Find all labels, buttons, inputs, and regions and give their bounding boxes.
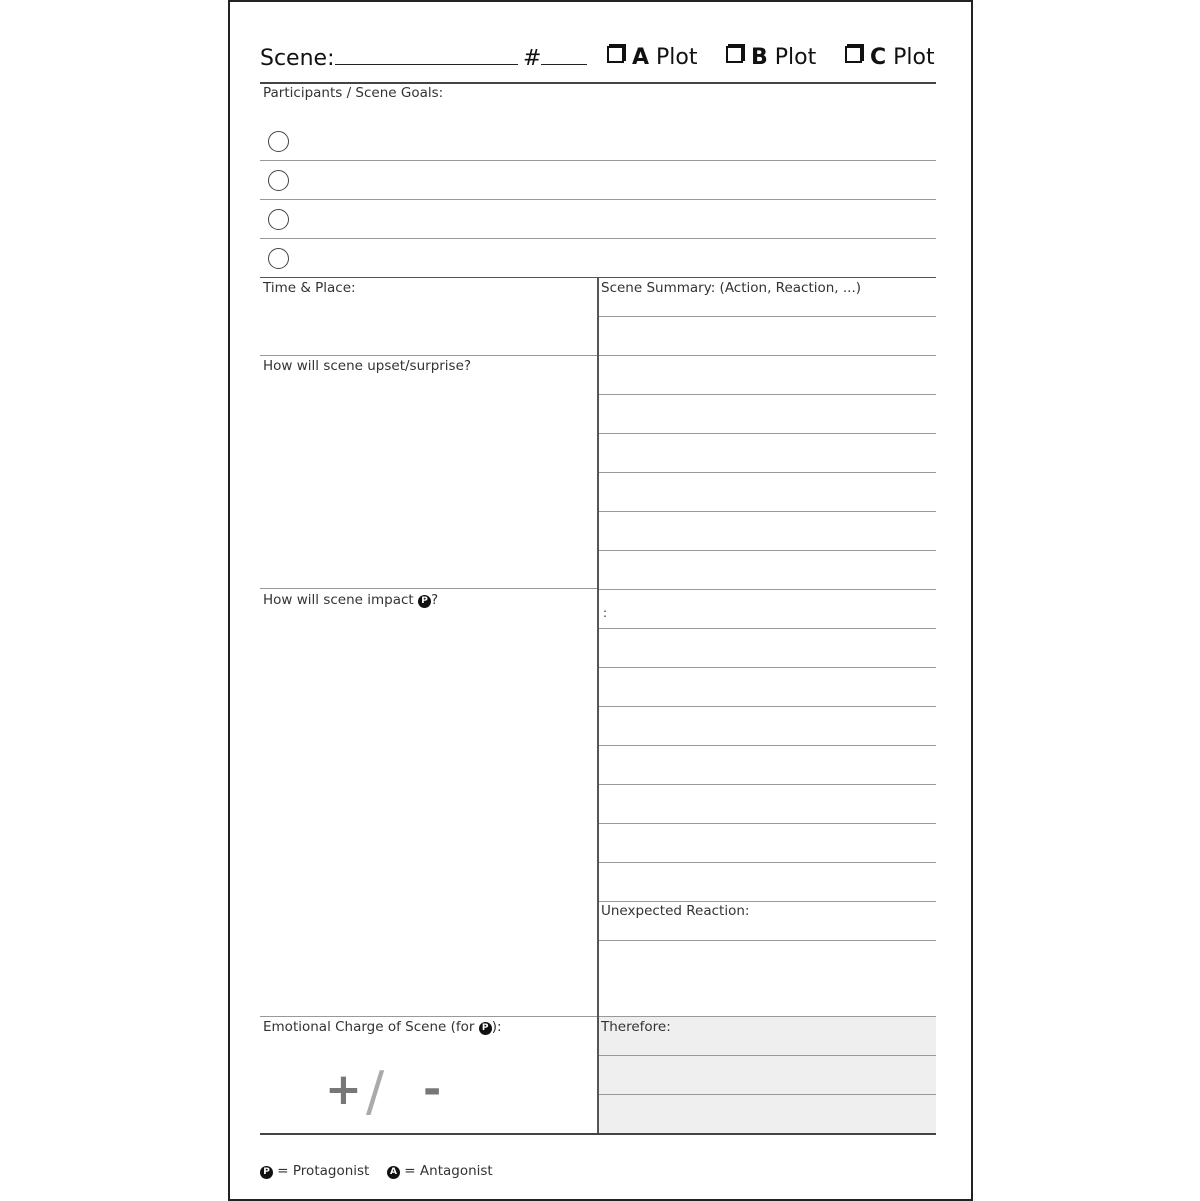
scene-number-field[interactable] [523, 44, 587, 73]
form-bottom-divider [260, 1133, 936, 1135]
upset-surprise-label: How will scene upset/surprise? [263, 358, 472, 374]
plot-word: Plot [656, 45, 698, 70]
participant-line[interactable] [260, 160, 936, 161]
therefore-label: Therefore: [601, 1019, 671, 1035]
summary-line[interactable] [599, 433, 936, 434]
summary-line[interactable] [599, 940, 936, 941]
plot-word: Plot [774, 45, 817, 70]
impact-suffix: ? [431, 592, 439, 608]
summary-line[interactable] [599, 589, 936, 590]
scene-label: Scene: [260, 46, 335, 71]
emotional-suffix: ): [491, 1019, 502, 1035]
header-divider [260, 82, 936, 84]
left-divider [260, 1016, 597, 1017]
emotional-text: Emotional Charge of Scene (for [263, 1019, 479, 1035]
summary-line[interactable] [599, 316, 936, 317]
unexpected-reaction-label: Unexpected Reaction: [601, 903, 750, 919]
b-plot-checkbox[interactable] [726, 44, 816, 72]
colon-mark: : [603, 606, 608, 620]
summary-line[interactable] [599, 472, 936, 473]
checkbox-icon[interactable] [726, 46, 743, 63]
scene-number-blank[interactable] [541, 44, 587, 65]
plot-letter: C [870, 45, 887, 70]
charge-divider-slash: / [366, 1060, 385, 1123]
goal-circle-icon[interactable] [268, 131, 289, 152]
checkbox-icon[interactable] [607, 46, 624, 63]
scene-summary-label: Scene Summary: (Action, Reaction, ...) [601, 280, 862, 296]
checkbox-icon[interactable] [845, 46, 862, 63]
scene-title-field[interactable] [260, 44, 518, 73]
summary-line[interactable] [599, 355, 936, 356]
therefore-line[interactable] [599, 1094, 936, 1095]
summary-line[interactable] [599, 784, 936, 785]
summary-line[interactable] [599, 706, 936, 707]
protagonist-badge-icon: P [260, 1166, 273, 1179]
summary-line[interactable] [599, 628, 936, 629]
therefore-line[interactable] [599, 1055, 936, 1056]
antagonist-legend [387, 1163, 493, 1179]
goal-circle-icon[interactable] [268, 209, 289, 230]
legend-text: = Antagonist [404, 1163, 493, 1179]
left-divider [260, 355, 597, 356]
summary-line[interactable] [599, 394, 936, 395]
plot-word: Plot [893, 45, 935, 70]
emotional-charge-label [263, 1019, 502, 1035]
goal-circle-icon[interactable] [268, 248, 289, 269]
plus-charge-icon[interactable]: + [325, 1064, 362, 1115]
summary-line[interactable] [599, 550, 936, 551]
summary-line[interactable] [599, 745, 936, 746]
summary-line[interactable] [599, 667, 936, 668]
minus-charge-icon[interactable]: - [423, 1064, 442, 1115]
a-plot-checkbox[interactable] [607, 44, 698, 72]
left-divider [260, 588, 597, 589]
time-place-label: Time & Place: [263, 280, 356, 296]
summary-line[interactable] [599, 901, 936, 902]
plot-letter: B [751, 45, 768, 70]
impact-label [263, 592, 438, 608]
protagonist-badge-icon: P [418, 595, 431, 608]
protagonist-legend [260, 1163, 369, 1179]
summary-line[interactable] [599, 511, 936, 512]
antagonist-badge-icon: A [387, 1166, 400, 1179]
summary-line[interactable] [599, 862, 936, 863]
scene-name-blank[interactable] [335, 44, 518, 65]
impact-text: How will scene impact [263, 592, 418, 608]
summary-line[interactable] [599, 823, 936, 824]
protagonist-badge-icon: P [479, 1022, 492, 1035]
legend-text: = Protagonist [277, 1163, 370, 1179]
participants-label: Participants / Scene Goals: [263, 85, 444, 101]
number-label: # [523, 46, 542, 71]
participant-line[interactable] [260, 199, 936, 200]
participant-line[interactable] [260, 238, 936, 239]
c-plot-checkbox[interactable] [845, 44, 935, 72]
goal-circle-icon[interactable] [268, 170, 289, 191]
plot-letter: A [632, 45, 650, 70]
